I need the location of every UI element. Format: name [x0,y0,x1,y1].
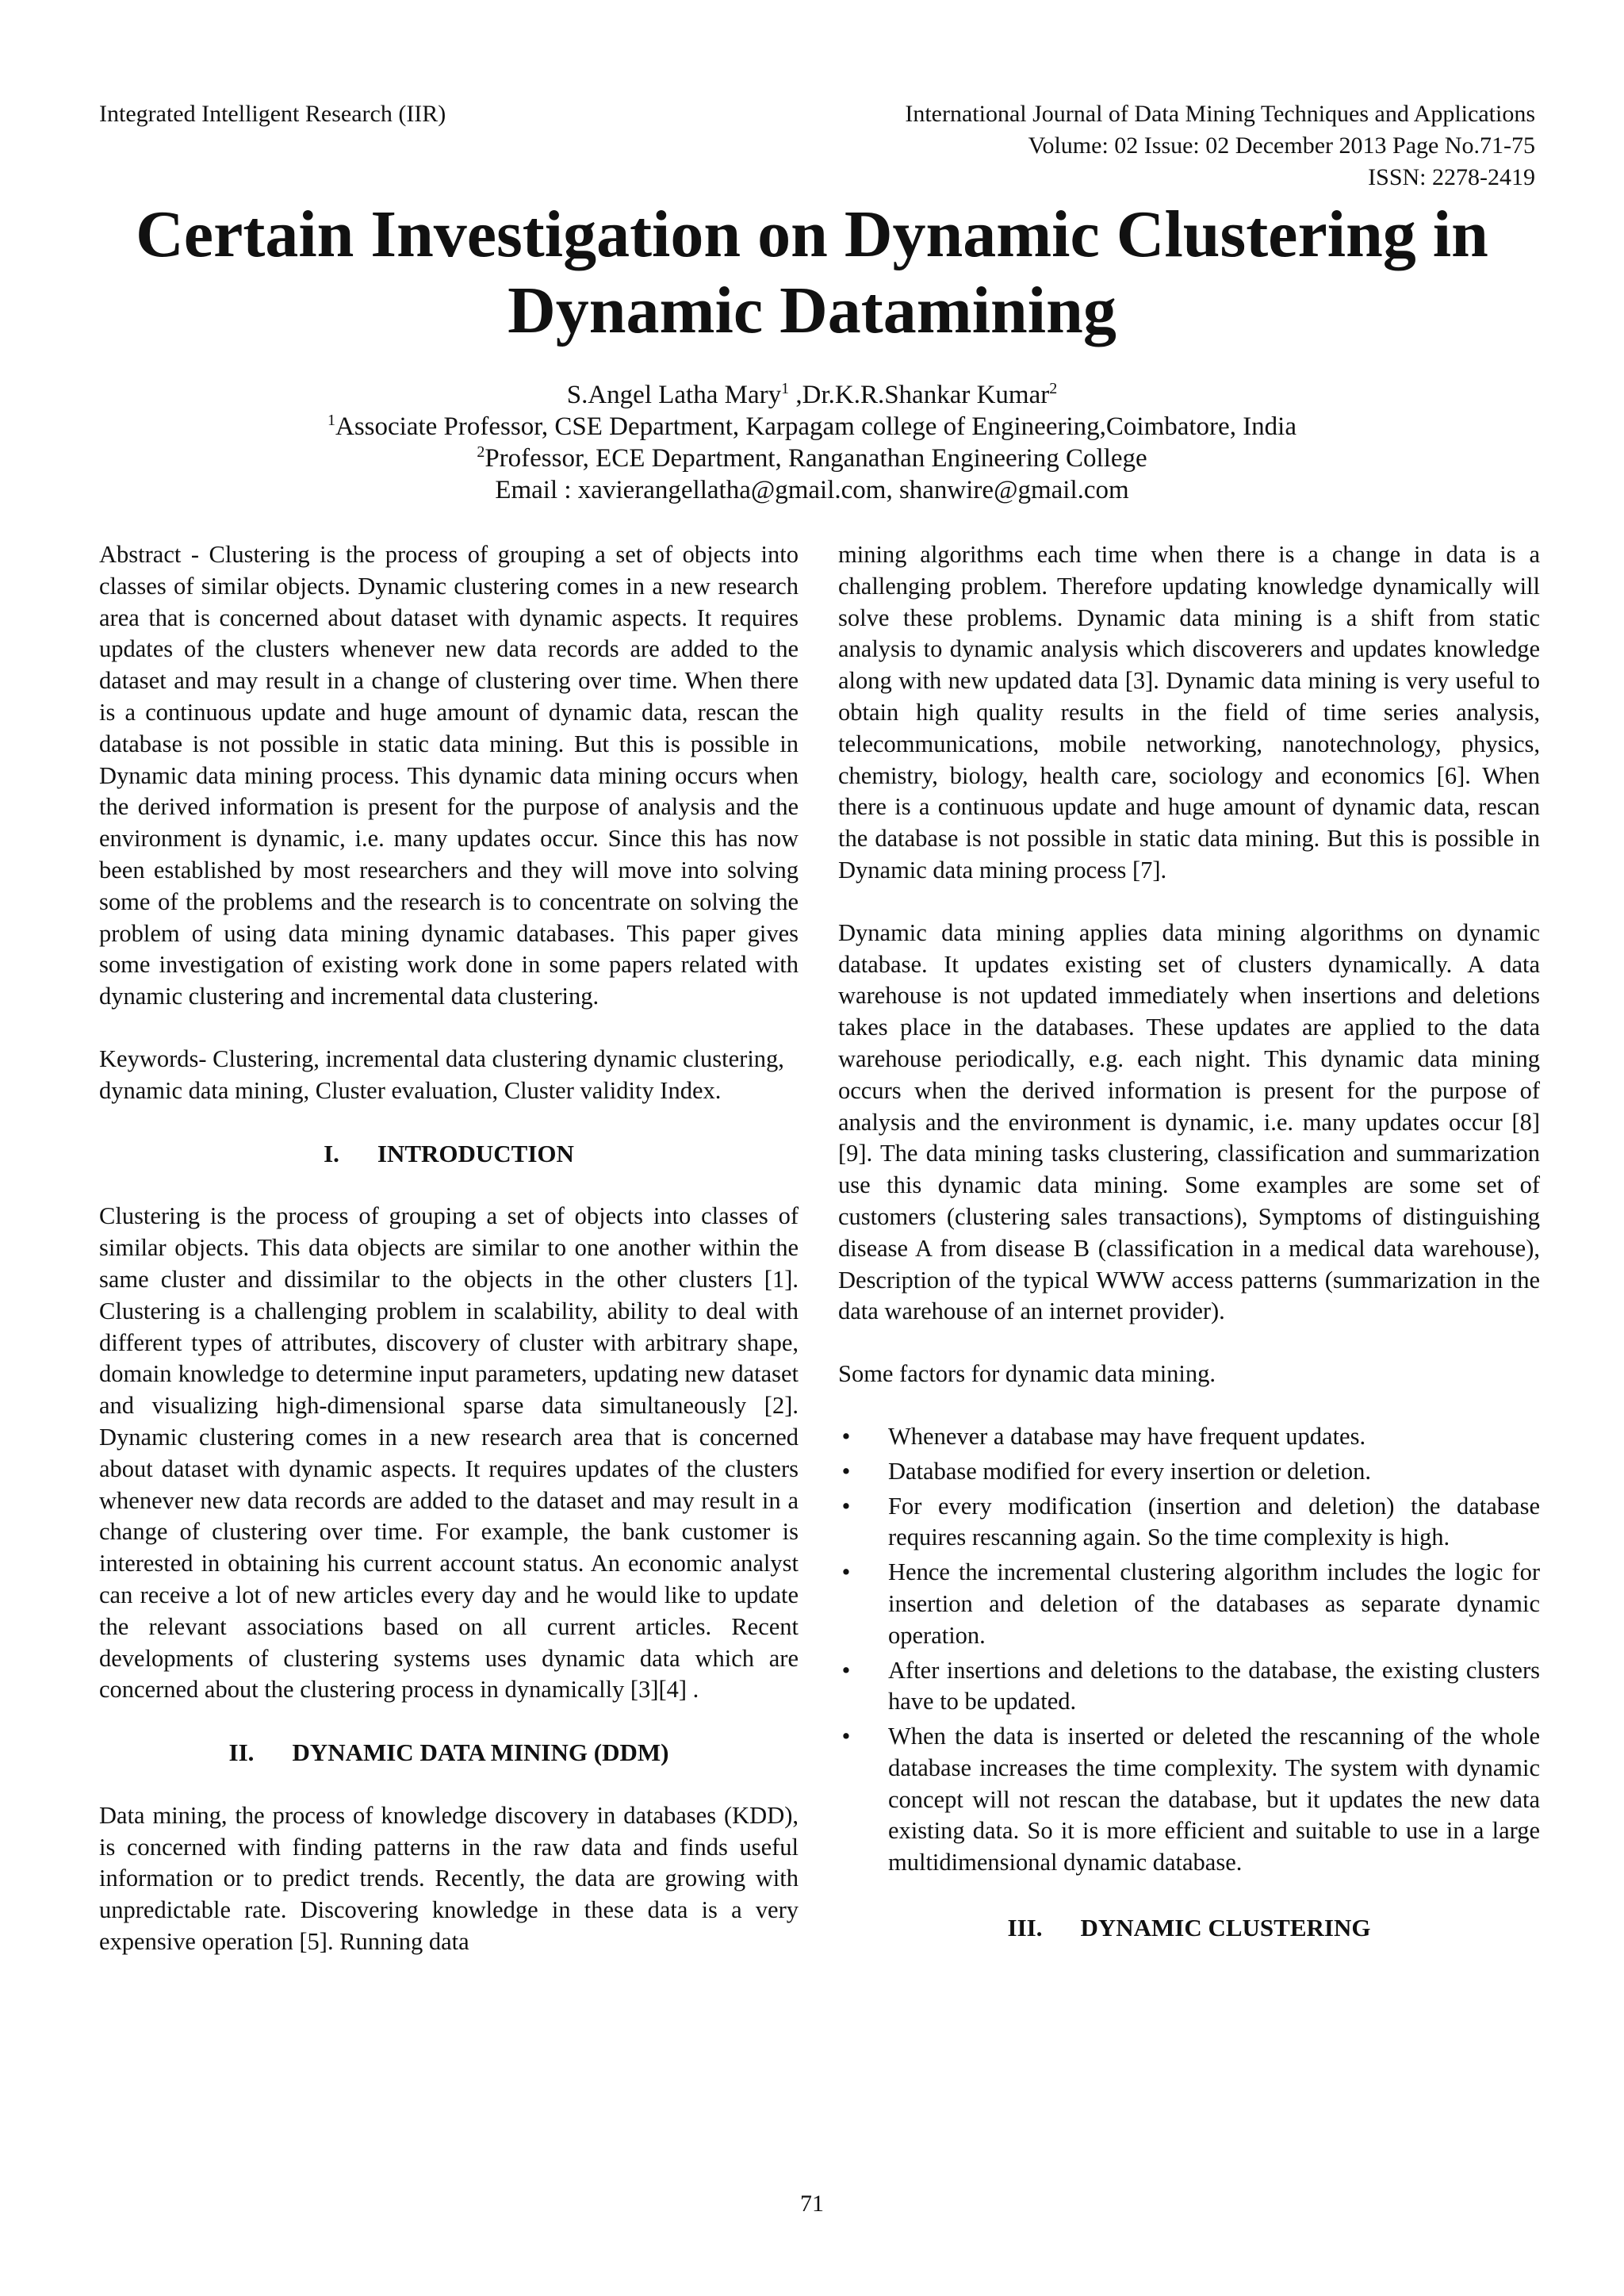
right-column [838,539,1540,1976]
list-item [838,1557,1540,1651]
affiliation-1-text: Associate Professor, CSE Department, Karpagam college of Engineering,Coimbatore, India [335,412,1297,441]
affiliation-2 [79,443,1545,474]
running-header-left: Integrated Intelligent Research (IIR) [99,101,446,127]
list-item [838,1491,1540,1554]
factor-list [838,1421,1540,1879]
list-item-text: Whenever a database may have frequent updates. [888,1422,1366,1450]
list-item-text: Hence the incremental clustering algorithm includes the logic for insertion and deletion of the databases as separate dynamic operation. [888,1558,1540,1649]
title-line-1: Certain Investigation on Dynamic Clustering in [136,197,1488,271]
left-column [99,539,799,1989]
paper-title [79,197,1545,349]
journal-name: International Journal of Data Mining Techniques and Applications [905,101,1535,127]
running-header-right [663,98,1535,194]
bullet-icon: • [841,1492,851,1520]
ddm-paragraph-1-cont: mining algorithms each time when there is a change in data is a challenging problem. Therefore updating knowledge dynamically will solve these problems. Dynamic data mining is a shift from static analysis to dynamic analysis which discoverers and updates knowledge along with new updated data [3]. Dynamic data mining is very useful to obtain high quality results in the field of time series analysis, telecommunications, mobile networking, nanotechnology, physics, chemistry, biology, health care, sociology and economics [6]. When there is a continuous update and huge amount of dynamic data, rescan the database is not possible in static data mining. But this is possible in Dynamic data mining process [7]. [838,541,1540,884]
section-3-title: DYNAMIC CLUSTERING [1080,1914,1371,1942]
section-2-number: II. [228,1738,255,1767]
abstract [99,539,799,1013]
author-2: ,Dr.K.R.Shankar Kumar [789,381,1050,409]
ddm-factors-intro: Some factors for dynamic data mining. [838,1360,1216,1388]
abstract-text: Clustering is the process of grouping a set of objects into classes of similar objects. Dynamic clustering comes in a new research area that is concerned about dataset with dynamic aspects. It requires updates of the clusters whenever new data records are added to the dataset and may result in a change of clustering over time. When there is a continuous update and huge amount of dynamic data, rescan the database is not possible in static data mining. But this is possible in Dynamic data mining process. This dynamic data mining occurs when the derived information is present for the purpose of analysis and the environment is dynamic, i.e. many updates occur. Since this has now been established by most researchers and they will move into solving some of the problems and the research is to concentrate on solving the problem of using data mining dynamic databases. This paper gives some investigation of existing work done in some papers related with dynamic clustering and incremental data clustering. [99,541,799,1010]
section-3-number: III. [1007,1914,1043,1942]
list-item-text: When the data is inserted or deleted the rescanning of the whole database increases the time complexity. The system with dynamic concept will not rescan the database, but it updates the new data existing data. So it is more efficient and suitable to use in a large multidimensional dynamic database. [888,1723,1540,1876]
abstract-label: Abstract - [99,541,209,568]
page-number: 71 [800,2191,824,2217]
affiliation-1-mark: 1 [327,412,335,429]
author-names [79,379,1545,411]
section-1-heading [99,1138,799,1170]
list-item [838,1456,1540,1488]
section-2-title: DYNAMIC DATA MINING (DDM) [292,1738,669,1767]
list-item-text: For every modification (insertion and deletion) the database requires rescanning again. So the time complexity is high. [888,1492,1540,1551]
ddm-paragraph-2: Dynamic data mining applies data mining algorithms on dynamic database. It updates existing set of clusters dynamically. A data warehouse is not updated immediately when insertions and deletions takes place in the databases. These updates are applied to the data warehouse periodically, e.g. each night. This dynamic data mining occurs when the derived information is present for the purpose of analysis and the environment is dynamic, i.e. many updates occur [8][9]. The data mining tasks clustering, classification and summarization use this dynamic data mining. Some examples are some set of customers (clustering sales transactions), Symptoms of distinguishing disease A from disease B (classification in a medical data warehouse), Description of the typical WWW access patterns (summarization in the data warehouse of an internet provider). [838,918,1540,1325]
affiliation-2-mark: 2 [477,443,485,461]
bullet-icon: • [841,1422,851,1450]
bullet-icon: • [841,1457,851,1485]
affiliation-2-text: Professor, ECE Department, Ranganathan Engineering College [485,444,1147,473]
affiliation-1 [79,411,1545,443]
list-item [838,1721,1540,1879]
title-line-2: Dynamic Datamining [508,274,1116,347]
volume-issue: Volume: 02 Issue: 02 December 2013 Page No.71-75 [1028,132,1535,159]
section-2-heading [99,1737,799,1769]
author-1: S.Angel Latha Mary [566,381,782,409]
issn: ISSN: 2278-2419 [1368,164,1535,190]
list-item [838,1655,1540,1719]
email-line: Email : xavierangellatha@gmail.com, shanwire@gmail.com [495,476,1129,504]
section-3-heading [838,1912,1540,1944]
ddm-paragraph-1-start: Data mining, the process of knowledge discovery in databases (KDD), is concerned with finding patterns in the raw data and finds useful information or to predict trends. Recently, the data are growing with unpredictable rate. Discovering knowledge in these data is a very expensive operation [5]. Running data [99,1801,799,1956]
section-1-number: I. [324,1139,339,1167]
intro-paragraph: Clustering is the process of grouping a set of objects into classes of similar objects. This data objects are similar to one another within the same cluster and dissimilar to the objects in the other clusters [1]. Clustering is a challenging problem in scalability, ability to deal with different types of attributes, discovery of cluster with arbitrary shape, domain knowledge to determine input parameters, updating new dataset and visualizing high-dimensional sparse data simultaneously [2]. Dynamic clustering comes in a new research area that is concerned about dataset with dynamic aspects. It requires updates of the clusters whenever new data records are added to the dataset and may result in a change of clustering over time. For example, the bank customer is interested in obtaining his current account status. An economic analyst can receive a lot of new articles every day and he would like to update the relevant associations based on all current articles. Recent developments of clustering systems uses dynamic data which are concerned about the clustering process in dynamically [3][4] . [99,1202,799,1704]
list-item-text: After insertions and deletions to the database, the existing clusters have to be updated. [888,1656,1540,1715]
list-item-text: Database modified for every insertion or deletion. [888,1457,1371,1485]
bullet-icon: • [841,1656,851,1684]
author-2-affiliation-mark: 2 [1049,380,1058,397]
list-item [838,1421,1540,1453]
bullet-icon: • [841,1558,851,1586]
keywords: Keywords- Clustering, incremental data clustering dynamic clustering, dynamic data mining, Cluster evaluation, Cluster validity Index. [99,1045,784,1104]
section-1-title: INTRODUCTION [377,1139,574,1167]
author-block [79,379,1545,506]
bullet-icon: • [841,1723,851,1750]
author-1-affiliation-mark: 1 [781,380,790,397]
